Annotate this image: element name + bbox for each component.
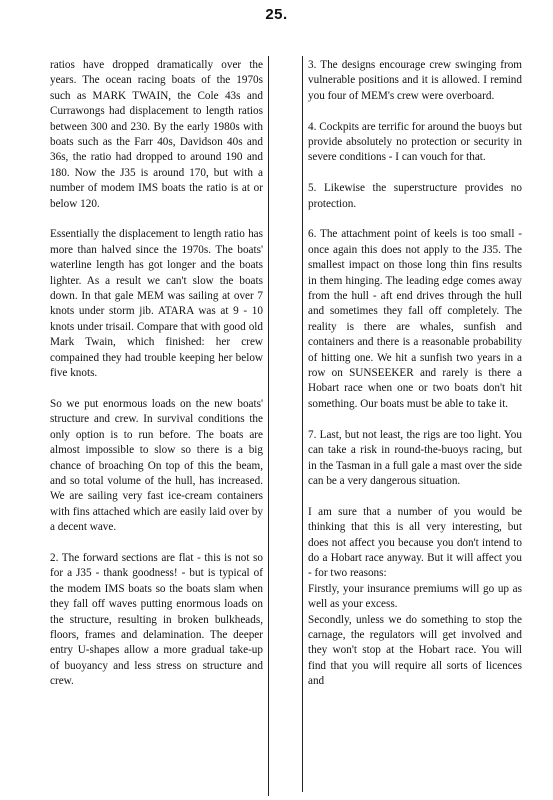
column-divider-left <box>268 56 269 796</box>
reason-secondly: Secondly, unless we do something to stop the carnage, the regulators will get involved and they won't stop at the Hobart race. You will find that you will require all sorts of licences and <box>308 613 522 688</box>
right-column <box>308 58 522 705</box>
paragraph-point-7-rigs: 7. Last, but not least, the rigs are too light. You can take a risk in round-the-buoys racing, but in the Tasman in a full gale a mast over the side can be a very dangerous situation. <box>308 428 522 487</box>
page-number: 25. <box>265 6 288 23</box>
left-column <box>50 58 263 705</box>
paragraph-point-4-cockpits: 4. Cockpits are terrific for around the buoys but provide absolutely no protection or security in severe conditions - I can vouch for that. <box>308 120 522 164</box>
paragraph-enormous-loads: So we put enormous loads on the new boats' structure and crew. In survival conditions the only option is to run before. The boats are almost impossible to slow so there is a big chance of broaching On top of this the beam, and so total volume of the hull, has increased. We are sailing very fast ice-cream containers with fins attached which are easily laid over by a decent wave. <box>50 397 263 534</box>
paragraph-point-3-designs: 3. The designs encourage crew swinging from vulnerable positions and it is allowed. I remind you four of MEM's crew were overboard. <box>308 59 522 102</box>
paragraph-point-6-keels: 6. The attachment point of keels is too small - once again this does not apply to the J35. The smallest impact on those long thin fins results in them hinging. The leading edge comes away from the hull - aft end drives through the hull and sometimes they fall off completely. The reality is there are whales, sunfish and containers and there is a reasonable probability of hitting one. We hit a sunfish two years in a row on SUNSEEKER and rarely is there a Hobart race when one or two boats don't hit something. Our boats must be able to take it. <box>308 228 522 410</box>
affect-you-intro: I am sure that a number of you would be thinking that this is all very interesting, but does not affect you because you don't intend to do a Hobart race anyway. But it will affect you - for two reasons: <box>308 505 522 580</box>
paragraph-displacement-halved: Essentially the displacement to length ratio has more than halved since the 1970s. The boats' waterline length has got longer and the boats lighter. As a result we can't slow the boats down. In that gale MEM was sailing at over 7 knots under storm jib. ATARA was at 9 - 10 knots under trisail. Compare that with good old Mark Twain, which finished: her crew compained they had trouble keeping her below five knots. <box>50 228 263 380</box>
column-divider-right <box>302 56 303 792</box>
paragraph-point-2-forward-sections: 2. The forward sections are flat - this is not so for a J35 - thank goodness! - but is typical of the modem IMS boats so the boats slam when they fall off waves putting enormous loads on the structure, resulting in broken bulkheads, floors, frames and delamination. The deeper entry U-shapes allow a more gradual take-up of buoyancy and less stress on structure and crew. <box>50 551 263 688</box>
paragraph-point-5-superstructure: 5. Likewise the superstructure provides no protection. <box>308 182 522 210</box>
reason-firstly: Firstly, your insurance premiums will go up as well as your excess. <box>308 582 522 611</box>
paragraph-it-will-affect-you <box>308 505 522 690</box>
paragraph-displacement-ratios: ratios have dropped dramatically over the years. The ocean racing boats of the 1970s such as MARK TWAIN, the Cole 43s and Currawongs had displacement to length ratios between 300 and 230. By the early 1980s with boats such as the Farr 40s, Davidson 40s and 36s, the ratio had dropped to around 190 and 180. Now the J35 is around 170, but with a number of modem IMS boats the ratio is at or below 120. <box>50 59 263 210</box>
